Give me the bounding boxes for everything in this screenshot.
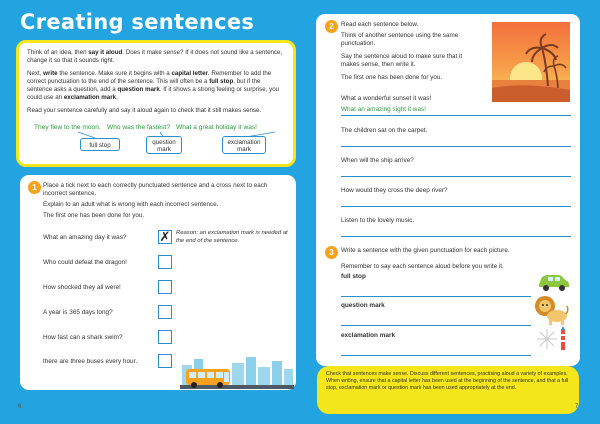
sentence-4: A year is 365 days long? <box>43 309 113 316</box>
activity-3-instruction-1: Write a sentence with the given punctuation for each picture. <box>341 247 510 254</box>
answer-box-2[interactable] <box>158 255 172 269</box>
sentence-3: How shocked they all were! <box>43 284 121 291</box>
activity-3-answer-line-1[interactable] <box>341 296 531 297</box>
activity-2-number: 2 <box>325 20 338 33</box>
answer-box-6[interactable] <box>158 354 172 368</box>
firework-icon <box>534 326 570 354</box>
example-exclamation: What a great holiday it was! <box>176 124 257 131</box>
city-bus-illustration <box>180 355 294 391</box>
label-exclamation-mark: exclamation mark <box>222 136 266 154</box>
sentence-1: What an amazing day it was? <box>43 234 127 241</box>
activity-2-answer-line-3[interactable] <box>341 206 571 207</box>
activity-1-instruction-2: Explain to an adult what is wrong with each incorrect sentence. <box>43 201 219 208</box>
example-full-stop: They flew to the moon. <box>34 124 101 131</box>
activity-2-answer-line-2[interactable] <box>341 176 571 177</box>
activity-2-sentence-4: Listen to the lovely music. <box>341 217 415 224</box>
answer-box-4[interactable] <box>158 305 172 319</box>
page-title: Creating sentences <box>20 10 255 34</box>
reason-text: Reason: an exclamation mark is needed at the end of the sentence. <box>176 230 288 244</box>
sunset-picture <box>492 22 570 102</box>
activity-1-number: 1 <box>28 181 41 194</box>
activity-2-answer-line-1[interactable] <box>341 146 571 147</box>
activity-2-sentence-1: The children sat on the carpet. <box>341 127 428 134</box>
activity-2-sentence-2: When will the ship arrive? <box>341 157 414 164</box>
label-question-mark: question mark <box>146 136 182 154</box>
example-sentence: What a wonderful sunset it was! <box>341 95 432 102</box>
page-number-left: 6 <box>18 404 22 410</box>
activity-2-answer-line-4[interactable] <box>341 236 571 237</box>
activity-3-number: 3 <box>325 246 338 259</box>
activity-2-instruction-3: Say the sentence aloud to make sure that it makes sense, then write it. <box>341 53 463 68</box>
activity-3-label-1: full stop <box>341 273 366 280</box>
activity-1-instruction-3: The first one has been done for you. <box>43 212 145 219</box>
example-answer-line <box>341 115 571 116</box>
example-question: Who was the fastest? <box>107 124 171 131</box>
car-icon <box>536 272 570 292</box>
tip-paragraph-3: Read your sentence carefully and say it aloud again to check that it still makes sense. <box>27 106 262 114</box>
activity-2-instruction-1: Read each sentence below. <box>341 21 419 28</box>
activity-3-instruction-2: Remember to say each sentence aloud before you write it. <box>341 263 504 270</box>
tip-paragraph-1: Think of an idea, then say it aloud. Does it make sense? If it does not sound like a sentence, change it so that it sounds right. <box>27 49 283 65</box>
answer-box-5[interactable] <box>158 330 172 344</box>
example-answer: What an amazing sight it was! <box>341 106 426 113</box>
sentence-6: there are three buses every hour. <box>43 358 138 365</box>
page-number-right: 7 <box>575 404 579 410</box>
sentence-5: How fast can a shark swim? <box>43 334 123 341</box>
sentence-2: Who could defeat the dragon! <box>43 259 127 266</box>
answer-box-3[interactable] <box>158 280 172 294</box>
lion-icon <box>533 294 569 326</box>
activity-3-label-3: exclamation mark <box>341 332 395 339</box>
parent-note: Check that sentences make sense. Discuss different sentences, practising aloud a variety of examples. When writing, ensure that a capital letter has been used at the beginning of the sentence, and that a full stop, exclamation mark or question mark has been used appropriately at the end. <box>317 366 579 414</box>
label-full-stop: full stop <box>80 138 120 151</box>
activity-1-instruction-1: Place a tick next to each correctly punctuated sentence and a cross next to each incorrect sentence. <box>43 182 268 197</box>
activity-2-instruction-2: Think of another sentence using the same punctuation. <box>341 32 459 47</box>
activity-3-label-2: question mark <box>341 302 385 309</box>
activity-2-instruction-4: The first one has been done for you. <box>341 74 443 81</box>
activity-2-sentence-3: How would they cross the deep river? <box>341 187 448 194</box>
answer-box-1: ✗ <box>159 229 171 244</box>
activity-3-answer-line-3[interactable] <box>341 355 531 356</box>
tip-paragraph-2: Next, write the sentence. Make sure it begins with a capital letter. Remember to add the correct punctuation to the end of the sentence. This will often be a full stop, but if the sentence asks a question, add a question mark. If it shows a strong feeling or surprise, you could use an exclamation mark. <box>27 69 280 102</box>
activity-3-answer-line-2[interactable] <box>341 325 531 326</box>
